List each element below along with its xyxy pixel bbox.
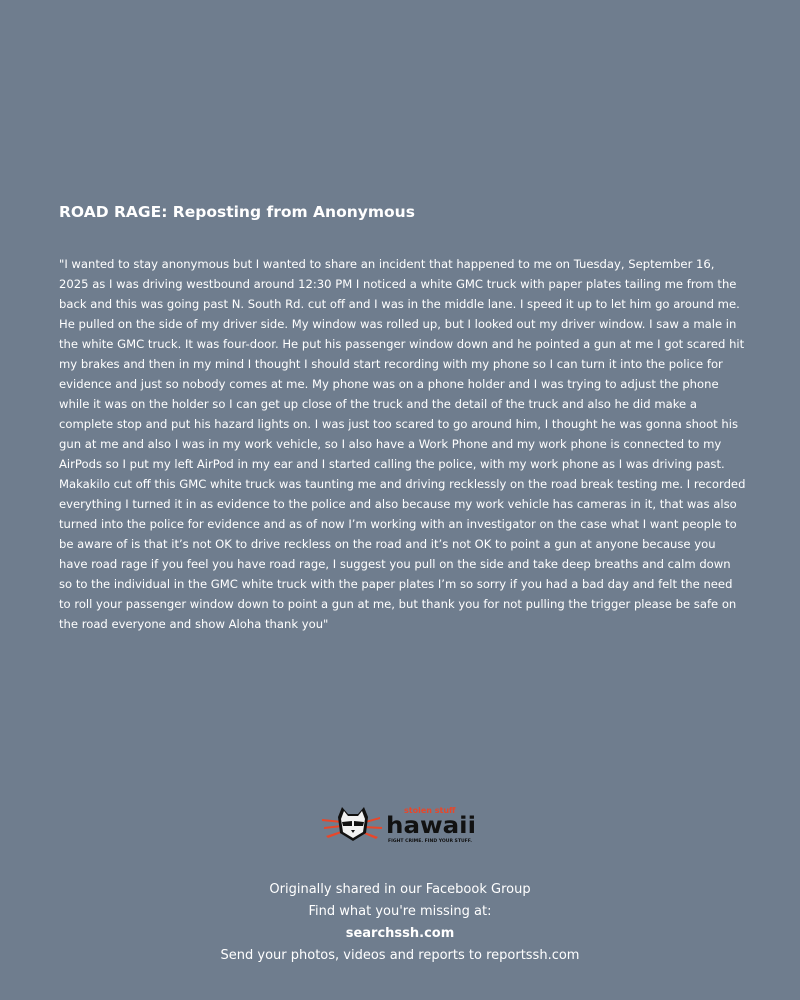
logo-main-text: hawaii — [386, 813, 476, 839]
brand-logo — [322, 805, 478, 845]
logo-top-text: stolen stuff — [404, 806, 456, 815]
footer-report-note: Send your photos, videos and reports to reportssh.com — [220, 948, 580, 963]
logo-graphic — [322, 805, 478, 845]
post-title: ROAD RAGE: Reposting from Anonymous — [59, 203, 415, 221]
footer-website-link: searchssh.com — [345, 926, 455, 941]
footer — [0, 879, 800, 967]
footer-shared-note: Originally shared in our Facebook Group — [269, 882, 531, 897]
post-body: "I wanted to stay anonymous but I wanted to share an incident that happened to me on Tuesday, September 16, 2025 as I was driving westbound around 12:30 PM I noticed a white GMC truck with paper plates tailing me from the back and this was going past N. South Rd. cut off and I was in the middle lane. I speed it up to let him go around me. He pulled on the side of my driver side. My window was rolled up, but I looked out my driver window. I saw a male in the white GMC truck. It was four-door. He put his passenger window down and he pointed a gun at me I got scared hit my brakes and then in my mind I thought I should start recording with my phone so I can turn it into the police for evidence and just so nobody comes at me. My phone was on a phone holder and I was trying to adjust the phone while it was on the holder so I can get up close of the truck and the detail of the truck and also he did make a complete stop and put his hazard lights on. I was just too scared to go around him, I thought he was gonna shoot his gun at me and also I was in my work vehicle, so I also have a Work Phone and my work phone is connected to my AirPods so I put my left AirPod in my ear and I started calling the police, with my work phone as I was driving past. Makakilo cut off this GMC white truck was taunting me and driving recklessly on the road break testing me. I recorded everything I turned it in as evidence to the police and also because my work vehicle has cameras in it, that was also turned into the police for evidence and as of now I’m working with an investigator on the case what I want people to be aware of is that it’s not OK to drive reckless on the road and it’s not OK to point a gun at anyone because you have road rage if you feel you have road rage, I suggest you pull on the side and take deep breaths and calm down so to the individual in the GMC white truck with the paper plates I’m so sorry if you had a bad day and felt the need to roll your passenger window down to point a gun at me, but thank you for not pulling the trigger please be safe on the road everyone and show Aloha thank you" — [59, 257, 746, 631]
footer-find-note: Find what you're missing at: — [308, 904, 492, 919]
cat-mask-logo-icon — [338, 807, 368, 841]
logo-tagline: FIGHT CRIME. FIND YOUR STUFF. — [388, 839, 473, 844]
